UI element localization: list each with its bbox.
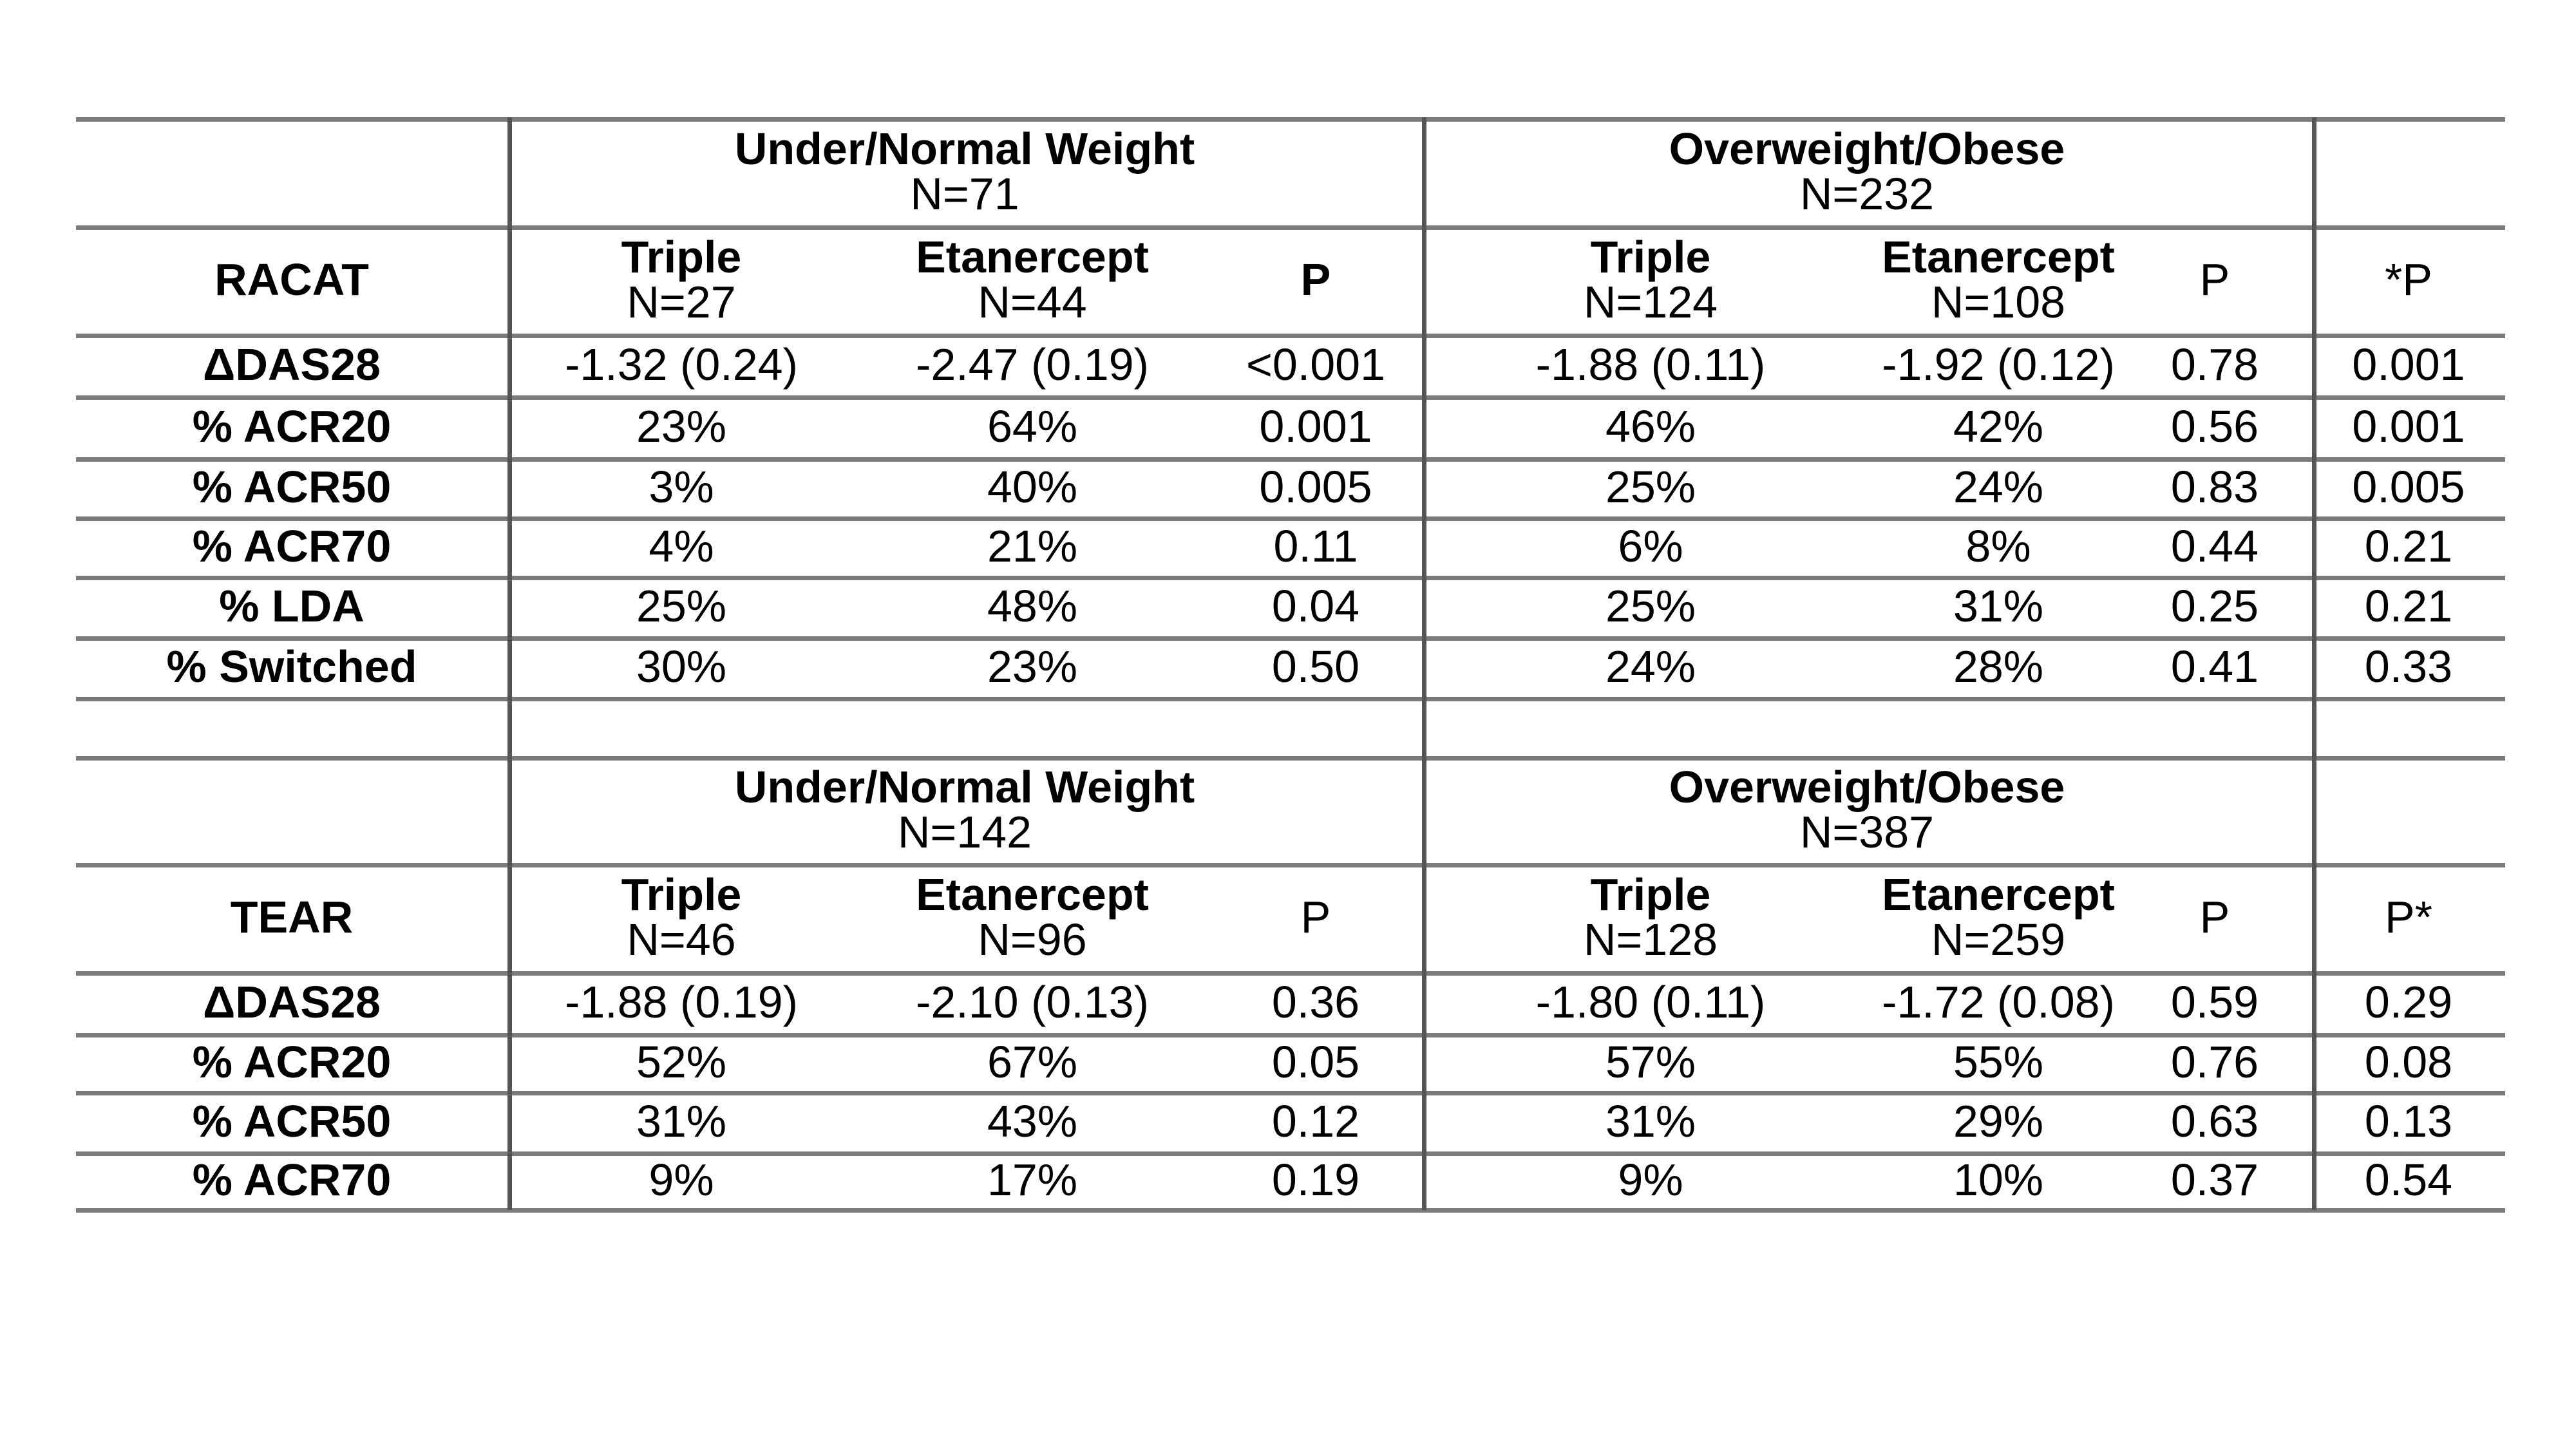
study-name: RACAT: [214, 254, 369, 305]
row-label: % ACR50: [192, 1096, 392, 1146]
table-cell: 0.05: [1271, 1037, 1360, 1087]
table-cell: -1.88 (0.11): [1535, 339, 1766, 390]
column-title: Etanercept: [1882, 232, 2115, 282]
table-cell: 0.21: [2364, 521, 2453, 571]
column-n: N=27: [627, 277, 736, 327]
table-cell: 21%: [987, 521, 1078, 571]
table-cell: 9%: [1618, 1155, 1683, 1205]
table-cell: 52%: [636, 1037, 727, 1087]
column-title: Triple: [621, 869, 742, 920]
table-cell: -1.92 (0.12): [1882, 339, 2115, 390]
column-title: Etanercept: [916, 232, 1149, 282]
column-header: [507, 863, 855, 971]
table-cell: -1.80 (0.11): [1535, 977, 1766, 1027]
group-title: Under/Normal Weight: [734, 124, 1195, 174]
group-n: N=232: [1799, 169, 1935, 219]
table-cell: 28%: [1953, 641, 2044, 692]
column-header: [2117, 863, 2312, 971]
table-cell: 48%: [987, 581, 1078, 631]
row-label: % ACR70: [192, 1155, 392, 1205]
column-title: P*: [2385, 892, 2432, 942]
group-header: [1422, 756, 2312, 863]
row-label: % Switched: [166, 641, 417, 692]
table-cell: 0.33: [2364, 641, 2453, 692]
table-cell: 0.63: [2170, 1096, 2259, 1146]
table-cell: 4%: [649, 521, 714, 571]
table-cell: 0.19: [1271, 1155, 1360, 1205]
table-cell: -1.88 (0.19): [565, 977, 798, 1027]
table-cell: 0.001: [1259, 401, 1372, 451]
row-label: % LDA: [219, 581, 365, 631]
column-header: [1209, 863, 1422, 971]
table-cell: -1.32 (0.24): [565, 339, 798, 390]
table-cell: 31%: [1953, 581, 2044, 631]
column-header: [2117, 225, 2312, 334]
column-header: [1879, 863, 2117, 971]
table-cell: 0.001: [2352, 401, 2465, 451]
table-cell: 17%: [987, 1155, 1078, 1205]
column-n: N=128: [1583, 914, 1718, 965]
table-cell: 0.25: [2170, 581, 2259, 631]
table-cell: 0.41: [2170, 641, 2259, 692]
group-title: Overweight/Obese: [1669, 124, 2065, 174]
table-cell: 8%: [1965, 521, 2031, 571]
table-cell: 0.76: [2170, 1037, 2259, 1087]
table-cell: 0.78: [2170, 339, 2259, 390]
column-title: Triple: [1590, 232, 1711, 282]
table-cell: 0.54: [2364, 1155, 2453, 1205]
column-n: N=124: [1583, 277, 1718, 327]
rule: [76, 697, 2505, 701]
column-header: [1209, 225, 1422, 334]
group-n: N=387: [1799, 807, 1935, 857]
table-cell: 31%: [636, 1096, 727, 1146]
group-title: Under/Normal Weight: [734, 762, 1195, 812]
column-header: [1422, 863, 1879, 971]
table-cell: 24%: [1605, 641, 1696, 692]
column-title: P: [1300, 254, 1331, 305]
table-cell: 0.21: [2364, 581, 2453, 631]
table-cell: 0.001: [2352, 339, 2465, 390]
study-name: TEAR: [230, 892, 354, 942]
row-label: ΔDAS28: [203, 977, 381, 1027]
table-cell: 25%: [1605, 462, 1696, 512]
table-cell: -2.10 (0.13): [916, 977, 1149, 1027]
column-title: Triple: [621, 232, 742, 282]
table-cell: 23%: [987, 641, 1078, 692]
table-cell: 3%: [649, 462, 714, 512]
table-cell: 24%: [1953, 462, 2044, 512]
column-header: [2312, 863, 2505, 971]
column-header: [2312, 225, 2505, 334]
table-cell: <0.001: [1245, 339, 1386, 390]
table-cell: 42%: [1953, 401, 2044, 451]
column-header: [855, 863, 1209, 971]
table-cell: 0.36: [1271, 977, 1360, 1027]
table-cell: 0.37: [2170, 1155, 2259, 1205]
row-label: % ACR70: [192, 521, 392, 571]
group-n: N=142: [897, 807, 1032, 857]
column-header: [1879, 225, 2117, 334]
table-cell: 57%: [1605, 1037, 1696, 1087]
column-title: Etanercept: [1882, 869, 2115, 920]
table-cell: 55%: [1953, 1037, 2044, 1087]
table-cell: -1.72 (0.08): [1882, 977, 2115, 1027]
column-header: [1422, 225, 1879, 334]
column-title: P: [2199, 892, 2230, 942]
column-title: P: [1300, 892, 1331, 942]
table-cell: 0.005: [2352, 462, 2465, 512]
row-label: ΔDAS28: [203, 339, 381, 390]
column-n: N=44: [978, 277, 1087, 327]
column-title: *P: [2385, 254, 2432, 305]
column-n: N=259: [1931, 914, 2066, 965]
table-cell: 10%: [1953, 1155, 2044, 1205]
group-header: [1422, 117, 2312, 225]
column-n: N=96: [978, 914, 1087, 965]
table-cell: 25%: [1605, 581, 1696, 631]
table-cell: 31%: [1605, 1096, 1696, 1146]
group-title: Overweight/Obese: [1669, 762, 2065, 812]
table-cell: 0.005: [1259, 462, 1372, 512]
table-cell: 64%: [987, 401, 1078, 451]
column-title: Triple: [1590, 869, 1711, 920]
table-cell: 0.04: [1271, 581, 1360, 631]
column-title: Etanercept: [916, 869, 1149, 920]
table-cell: 0.56: [2170, 401, 2259, 451]
table-cell: 40%: [987, 462, 1078, 512]
column-n: N=46: [627, 914, 736, 965]
table-cell: 46%: [1605, 401, 1696, 451]
rule: [76, 1208, 2505, 1213]
table-cell: 67%: [987, 1037, 1078, 1087]
table-cell: 23%: [636, 401, 727, 451]
table-cell: 6%: [1618, 521, 1683, 571]
table-cell: 0.12: [1271, 1096, 1360, 1146]
table-cell: 29%: [1953, 1096, 2044, 1146]
row-label: % ACR50: [192, 462, 392, 512]
group-n: N=71: [910, 169, 1019, 219]
table-cell: 0.83: [2170, 462, 2259, 512]
column-header: [855, 225, 1209, 334]
table-cell: 25%: [636, 581, 727, 631]
row-label: % ACR20: [192, 1037, 392, 1087]
table-cell: 0.50: [1271, 641, 1360, 692]
table-cell: 43%: [987, 1096, 1078, 1146]
results-table: [76, 117, 2505, 1276]
table-cell: 30%: [636, 641, 727, 692]
table-cell: 0.13: [2364, 1096, 2453, 1146]
table-cell: 0.44: [2170, 521, 2259, 571]
table-cell: -2.47 (0.19): [916, 339, 1149, 390]
row-label: % ACR20: [192, 401, 392, 451]
column-title: P: [2199, 254, 2230, 305]
group-header: [507, 117, 1422, 225]
column-n: N=108: [1931, 277, 2066, 327]
table-cell: 0.59: [2170, 977, 2259, 1027]
group-header: [507, 756, 1422, 863]
table-cell: 0.29: [2364, 977, 2453, 1027]
table-cell: 0.11: [1273, 521, 1358, 571]
table-cell: 9%: [649, 1155, 714, 1205]
table-cell: 0.08: [2364, 1037, 2453, 1087]
column-header: [507, 225, 855, 334]
